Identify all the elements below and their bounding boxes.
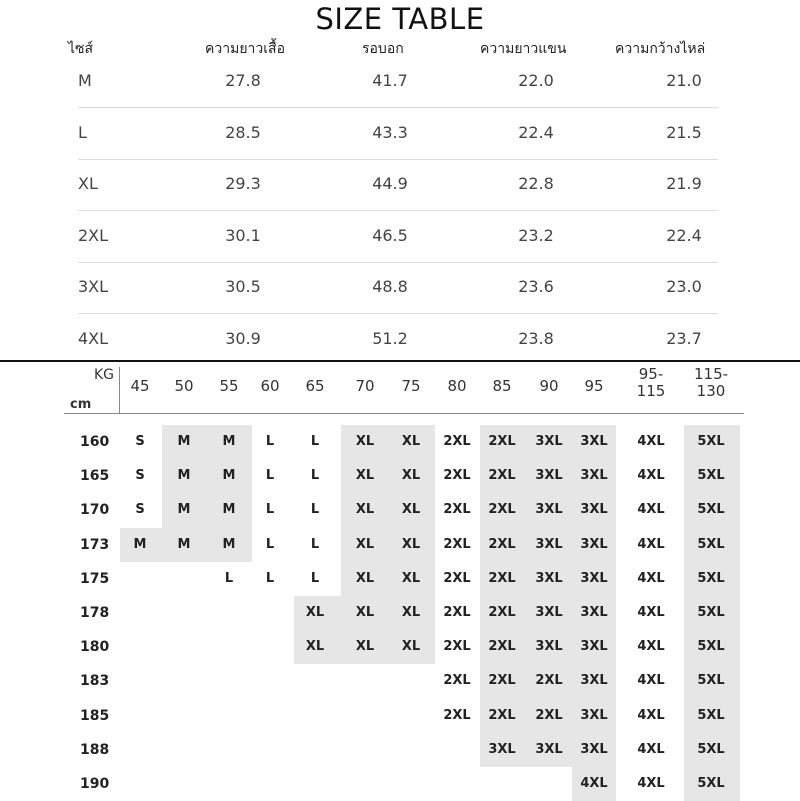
size-cell: M xyxy=(222,502,236,518)
size-cell: 3XL xyxy=(535,570,563,586)
size-cell: 2XL xyxy=(443,570,471,586)
size-cell: 2XL xyxy=(443,673,471,689)
measurement-value: 23.0 xyxy=(666,277,702,296)
size-cell: XL xyxy=(401,605,421,620)
axis-corner xyxy=(64,365,120,417)
size-cell: L xyxy=(310,536,320,552)
measurement-value: 30.1 xyxy=(225,225,261,245)
measurement-value: 30.5 xyxy=(225,277,261,296)
size-cell: 3XL xyxy=(535,536,563,552)
measurement-value: 22.4 xyxy=(518,122,554,142)
size-cell: 3XL xyxy=(535,434,563,449)
size-cell: 3XL xyxy=(535,605,563,620)
size-cell: XL xyxy=(355,570,375,586)
measurement-value: 22.0 xyxy=(518,71,554,90)
size-cell: XL xyxy=(355,639,375,655)
size-cell: 4XL xyxy=(637,468,665,484)
size-cell: 5XL xyxy=(697,570,725,586)
size-cell: S xyxy=(135,468,145,484)
size-cell: 2XL xyxy=(488,570,516,586)
size-cell: 5XL xyxy=(697,707,725,723)
size-cell: 5XL xyxy=(697,468,725,484)
size-cell: 2XL xyxy=(443,434,471,449)
measurement-value: 44.9 xyxy=(372,174,408,193)
size-cell: XL xyxy=(355,536,375,552)
measurement-value: 23.8 xyxy=(518,328,554,348)
size-cell: 2XL xyxy=(488,707,516,723)
height-label: 165 xyxy=(80,468,110,485)
page-title: SIZE TABLE xyxy=(315,2,485,36)
height-label: 183 xyxy=(80,673,110,690)
size-cell: L xyxy=(224,570,234,586)
table-row xyxy=(78,315,718,366)
cm-axis-label: cm xyxy=(70,397,92,412)
size-cell: XL xyxy=(355,434,375,449)
measurement-value: 23.7 xyxy=(666,328,702,348)
size-cell: XL xyxy=(401,434,421,449)
size-cell: XL xyxy=(305,639,325,655)
size-cell: 2XL xyxy=(488,605,516,620)
kg-axis-label: KG xyxy=(94,367,115,383)
height-label: 185 xyxy=(80,707,110,724)
size-cell: L xyxy=(265,468,275,484)
height-label: 175 xyxy=(80,570,110,587)
size-cell: 3XL xyxy=(535,639,563,655)
weight-header: 45 xyxy=(130,377,150,395)
size-cell: XL xyxy=(355,502,375,518)
size-cell: 5XL xyxy=(697,639,725,655)
size-cell: 4XL xyxy=(580,776,608,791)
size-cell: 3XL xyxy=(580,707,608,723)
size-cell: 4XL xyxy=(637,741,665,757)
size-cell: L xyxy=(265,502,275,518)
size-label: L xyxy=(78,122,87,142)
weight-header: 90 xyxy=(539,377,559,395)
height-label: 173 xyxy=(80,536,110,553)
column-header: ความยาวเสื้อ xyxy=(205,41,285,57)
section-divider xyxy=(0,360,800,362)
size-cell: 3XL xyxy=(580,570,608,586)
weight-header: 85 xyxy=(492,377,512,395)
measurement-value: 23.6 xyxy=(518,277,554,296)
table-row xyxy=(78,263,718,314)
size-cell: M xyxy=(133,536,147,552)
size-cell: XL xyxy=(401,639,421,655)
weight-header: 50 xyxy=(174,377,194,395)
measurement-value: 23.2 xyxy=(518,225,554,245)
header-horizontal-line xyxy=(64,413,744,414)
table-row xyxy=(78,212,718,263)
size-cell: M xyxy=(177,468,191,484)
size-cell: M xyxy=(177,434,191,449)
weight-header: 75 xyxy=(401,377,421,395)
size-label: XL xyxy=(78,174,98,193)
size-cell: S xyxy=(135,434,145,449)
size-cell: 3XL xyxy=(580,434,608,449)
size-cell: 4XL xyxy=(637,639,665,655)
size-cell: 5XL xyxy=(697,741,725,757)
size-label: 4XL xyxy=(78,328,109,348)
weight-header: 80 xyxy=(447,377,467,395)
size-cell: 5XL xyxy=(697,605,725,620)
size-cell: 4XL xyxy=(637,434,665,449)
size-cell: 4XL xyxy=(637,536,665,552)
size-cell: 5XL xyxy=(697,673,725,689)
size-cell: 2XL xyxy=(443,468,471,484)
size-cell: L xyxy=(310,434,320,449)
size-cell: 4XL xyxy=(637,707,665,723)
size-cell: 3XL xyxy=(580,741,608,757)
size-cell: XL xyxy=(305,605,325,620)
size-label: M xyxy=(78,71,92,90)
size-cell: 3XL xyxy=(535,741,563,757)
size-cell: 3XL xyxy=(580,605,608,620)
size-cell: XL xyxy=(401,468,421,484)
size-cell: L xyxy=(265,536,275,552)
size-cell: M xyxy=(222,434,236,449)
weight-header: 70 xyxy=(355,377,375,395)
size-cell: 2XL xyxy=(488,536,516,552)
size-cell: 2XL xyxy=(443,536,471,552)
size-cell: 3XL xyxy=(535,468,563,484)
size-cell: 3XL xyxy=(580,536,608,552)
size-cell: L xyxy=(265,570,275,586)
size-cell: 3XL xyxy=(580,639,608,655)
height-label: 178 xyxy=(80,605,110,621)
size-cell: 2XL xyxy=(443,707,471,723)
size-cell: 3XL xyxy=(488,741,516,757)
size-cell: XL xyxy=(401,536,421,552)
size-cell: 2XL xyxy=(443,502,471,518)
measurement-value: 41.7 xyxy=(372,71,408,90)
size-cell: 3XL xyxy=(535,502,563,518)
size-cell: 3XL xyxy=(580,502,608,518)
size-cell: 2XL xyxy=(443,605,471,620)
measurement-value: 22.8 xyxy=(518,174,554,193)
size-cell: XL xyxy=(401,570,421,586)
table-row xyxy=(78,160,718,211)
size-cell: 2XL xyxy=(488,639,516,655)
size-cell: 2XL xyxy=(488,502,516,518)
table-row xyxy=(78,109,718,160)
measurement-value: 21.9 xyxy=(666,174,702,193)
height-label: 160 xyxy=(80,434,110,450)
size-zone-shading xyxy=(162,425,252,562)
size-cell: 2XL xyxy=(488,434,516,449)
measurement-value: 29.3 xyxy=(225,174,261,193)
size-cell: L xyxy=(310,502,320,518)
column-header: ความยาวแขน xyxy=(480,41,567,57)
size-cell: 4XL xyxy=(637,570,665,586)
size-cell: 2XL xyxy=(488,468,516,484)
size-cell: M xyxy=(177,536,191,552)
size-cell: 3XL xyxy=(580,673,608,689)
weight-header: 55 xyxy=(219,377,239,395)
size-cell: XL xyxy=(355,605,375,620)
measurement-value: 30.9 xyxy=(225,328,261,348)
size-cell: M xyxy=(222,536,236,552)
size-label: 2XL xyxy=(78,225,109,245)
weight-header: 95 xyxy=(584,377,604,395)
size-cell: 2XL xyxy=(535,673,563,689)
size-cell: L xyxy=(310,468,320,484)
table-row xyxy=(78,57,718,108)
size-cell: 3XL xyxy=(580,468,608,484)
size-cell: M xyxy=(222,468,236,484)
size-cell: 2XL xyxy=(535,707,563,723)
size-cell: XL xyxy=(401,502,421,518)
size-cell: 4XL xyxy=(637,502,665,518)
height-label: 190 xyxy=(80,776,110,792)
size-label: 3XL xyxy=(78,277,109,296)
size-cell: 2XL xyxy=(443,639,471,655)
size-cell: S xyxy=(135,502,145,518)
measurement-value: 48.8 xyxy=(372,277,408,296)
size-cell: 2XL xyxy=(488,673,516,689)
size-cell: L xyxy=(265,434,275,449)
height-label: 180 xyxy=(80,639,110,656)
header-vertical-line xyxy=(119,367,120,413)
measurement-value: 21.5 xyxy=(666,122,702,142)
size-cell: 5XL xyxy=(697,434,725,449)
size-cell: 5XL xyxy=(697,502,725,518)
size-cell: L xyxy=(310,570,320,586)
size-cell: XL xyxy=(355,468,375,484)
weight-header: 95- 115 xyxy=(636,365,666,400)
size-cell: M xyxy=(177,502,191,518)
column-header: ไซส์ xyxy=(68,41,94,57)
column-header: รอบอก xyxy=(362,41,404,57)
size-cell: 4XL xyxy=(637,776,665,791)
size-cell: 5XL xyxy=(697,776,725,791)
column-header: ความกว้างไหล่ xyxy=(615,41,706,57)
size-cell: 4XL xyxy=(637,605,665,620)
measurement-value: 22.4 xyxy=(666,225,702,245)
height-label: 188 xyxy=(80,741,110,758)
measurement-value: 51.2 xyxy=(372,328,408,348)
measurement-value: 27.8 xyxy=(225,71,261,90)
weight-header: 60 xyxy=(260,377,280,395)
measurement-value: 21.0 xyxy=(666,71,702,90)
size-cell: 4XL xyxy=(637,673,665,689)
measurement-value: 43.3 xyxy=(372,122,408,142)
weight-header: 65 xyxy=(305,377,325,395)
weight-header: 115- 130 xyxy=(693,365,729,400)
height-label: 170 xyxy=(80,502,110,519)
size-cell: 5XL xyxy=(697,536,725,552)
measurement-value: 28.5 xyxy=(225,122,261,142)
measurement-value: 46.5 xyxy=(372,225,408,245)
